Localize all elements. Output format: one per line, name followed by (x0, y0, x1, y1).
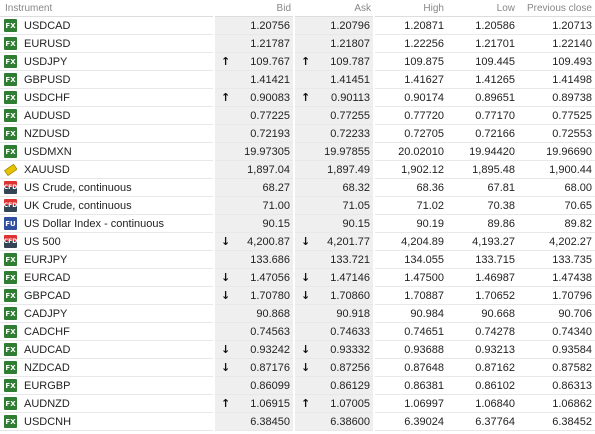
instrument-name: GBPUSD (24, 73, 71, 86)
arrow-down-icon: ↓ (301, 235, 311, 248)
previous-close-cell: 109.493 (518, 53, 595, 71)
previous-close-cell: 4,202.27 (518, 233, 595, 251)
instrument-cell[interactable] (0, 107, 214, 125)
high-cell: 0.74651 (374, 323, 447, 341)
previous-close-cell: 0.86313 (518, 377, 595, 395)
header-instrument[interactable]: Instrument (0, 0, 214, 17)
low-cell: 1,895.48 (447, 161, 518, 179)
previous-close-cell: 6.38452 (518, 413, 595, 431)
arrow-down-icon: ↓ (301, 343, 311, 356)
instrument-cell[interactable] (0, 251, 214, 269)
bid-value: 6.38450 (250, 415, 290, 428)
bid-value: 0.72193 (250, 127, 290, 140)
instrument-name: USDJPY (24, 55, 68, 68)
previous-close-cell: 0.74340 (518, 323, 595, 341)
table-row[interactable] (0, 341, 595, 359)
high-cell: 0.86381 (374, 377, 447, 395)
fx-badge-icon: FX (4, 109, 17, 122)
ask-cell[interactable] (294, 305, 374, 323)
instrument-name: USDCHF (24, 91, 70, 104)
instrument-name: UK Crude, continuous (24, 199, 132, 212)
bid-value: 109.767 (250, 55, 290, 68)
low-cell: 89.86 (447, 215, 518, 233)
high-cell: 1.22256 (374, 35, 447, 53)
previous-close-cell: 1.22140 (518, 35, 595, 53)
bid-value: 1.21787 (250, 37, 290, 50)
arrow-down-icon: ↓ (301, 361, 311, 374)
high-cell: 0.87648 (374, 359, 447, 377)
gold-bar-icon (4, 163, 17, 176)
high-cell: 68.36 (374, 179, 447, 197)
table-row[interactable] (0, 377, 595, 395)
high-cell: 90.19 (374, 215, 447, 233)
bid-value: 1.70780 (250, 289, 290, 302)
low-cell: 109.445 (447, 53, 518, 71)
instrument-name: USDMXN (24, 145, 72, 158)
table-row[interactable] (0, 89, 595, 107)
low-cell: 0.74278 (447, 323, 518, 341)
table-row[interactable] (0, 305, 595, 323)
bid-value: 133.686 (250, 253, 290, 266)
ask-value: 1.20796 (330, 19, 370, 32)
ask-cell[interactable] (294, 17, 374, 35)
table-row[interactable] (0, 35, 595, 53)
bid-value: 19.97305 (244, 145, 290, 158)
bid-cell[interactable] (214, 197, 294, 215)
table-row[interactable] (0, 143, 595, 161)
instrument-name: EURJPY (24, 253, 68, 266)
instrument-name: AUDCAD (24, 343, 71, 356)
instrument-name: US Crude, continuous (24, 181, 132, 194)
instrument-name: US 500 (24, 235, 61, 248)
instrument-name: AUDUSD (24, 109, 71, 122)
ask-cell[interactable] (294, 215, 374, 233)
previous-close-cell: 1.47438 (518, 269, 595, 287)
instrument-name: CADJPY (24, 307, 68, 320)
bid-cell[interactable] (214, 251, 294, 269)
ask-value: 0.72233 (330, 127, 370, 140)
bid-cell[interactable] (214, 341, 294, 359)
table-row[interactable] (0, 125, 595, 143)
instrument-name: NZDUSD (24, 127, 70, 140)
bid-cell[interactable] (214, 53, 294, 71)
previous-close-cell: 90.706 (518, 305, 595, 323)
bid-cell[interactable] (214, 233, 294, 251)
bid-cell[interactable] (214, 161, 294, 179)
bid-cell[interactable] (214, 71, 294, 89)
previous-close-cell: 0.93584 (518, 341, 595, 359)
ask-cell[interactable] (294, 143, 374, 161)
low-cell: 67.81 (447, 179, 518, 197)
ask-value: 0.74633 (330, 325, 370, 338)
ask-value: 0.87256 (330, 361, 370, 374)
fx-badge-icon: FX (4, 127, 17, 140)
ask-value: 0.93332 (330, 343, 370, 356)
fx-badge-icon: FX (4, 91, 17, 104)
arrow-up-icon: ↑ (301, 55, 311, 68)
bid-cell[interactable] (214, 125, 294, 143)
ask-cell[interactable] (294, 413, 374, 431)
high-cell: 134.055 (374, 251, 447, 269)
high-cell: 0.77720 (374, 107, 447, 125)
ask-value: 68.32 (342, 181, 370, 194)
low-cell: 1.70652 (447, 287, 518, 305)
previous-close-cell: 1.70796 (518, 287, 595, 305)
low-cell: 70.38 (447, 197, 518, 215)
bid-value: 0.77225 (250, 109, 290, 122)
arrow-down-icon: ↓ (221, 289, 231, 302)
bid-value: 90.15 (262, 217, 290, 230)
instrument-cell[interactable] (0, 395, 214, 413)
bid-value: 0.87176 (250, 361, 290, 374)
low-cell: 4,193.27 (447, 233, 518, 251)
instrument-name: EURGBP (24, 379, 71, 392)
instrument-cell[interactable] (0, 143, 214, 161)
instrument-cell[interactable] (0, 53, 214, 71)
table-row[interactable] (0, 179, 595, 197)
instrument-cell[interactable] (0, 161, 214, 179)
arrow-down-icon: ↓ (221, 235, 231, 248)
previous-close-cell: 1,900.44 (518, 161, 595, 179)
fx-badge-icon: FX (4, 55, 17, 68)
high-cell: 90.984 (374, 305, 447, 323)
ask-cell[interactable] (294, 89, 374, 107)
table-row[interactable] (0, 53, 595, 71)
ask-value: 0.86129 (330, 379, 370, 392)
ask-cell[interactable] (294, 125, 374, 143)
bid-value: 1,897.04 (247, 163, 290, 176)
bid-value: 0.90083 (250, 91, 290, 104)
instrument-cell[interactable] (0, 17, 214, 35)
high-cell: 71.02 (374, 197, 447, 215)
high-cell: 0.93688 (374, 341, 447, 359)
high-cell: 1.20871 (374, 17, 447, 35)
instrument-cell[interactable] (0, 287, 214, 305)
ask-value: 0.77255 (330, 109, 370, 122)
fx-badge-icon: FX (4, 379, 17, 392)
fx-badge-icon: FX (4, 415, 17, 428)
ask-value: 1.07005 (330, 397, 370, 410)
table-row[interactable] (0, 215, 595, 233)
ask-value: 71.05 (342, 199, 370, 212)
low-cell: 19.94420 (447, 143, 518, 161)
header-previous-close[interactable]: Previous close (518, 0, 595, 17)
table-row[interactable] (0, 251, 595, 269)
ask-cell[interactable] (294, 71, 374, 89)
ask-value: 1,897.49 (327, 163, 370, 176)
ask-cell[interactable] (294, 395, 374, 413)
fx-badge-icon: FX (4, 361, 17, 374)
low-cell: 1.41265 (447, 71, 518, 89)
instrument-name: NZDCAD (24, 361, 70, 374)
bid-cell[interactable] (214, 305, 294, 323)
low-cell: 1.06840 (447, 395, 518, 413)
instrument-cell[interactable] (0, 179, 214, 197)
previous-close-cell: 89.82 (518, 215, 595, 233)
bid-cell[interactable] (214, 179, 294, 197)
low-cell: 1.20586 (447, 17, 518, 35)
bid-cell[interactable] (214, 377, 294, 395)
ask-cell[interactable] (294, 53, 374, 71)
bid-cell[interactable] (214, 269, 294, 287)
low-cell: 0.72166 (447, 125, 518, 143)
arrow-down-icon: ↓ (221, 361, 231, 374)
ask-cell[interactable] (294, 341, 374, 359)
fu-badge-icon: FU (4, 217, 17, 230)
table-row[interactable] (0, 359, 595, 377)
ask-value: 133.721 (330, 253, 370, 266)
previous-close-cell: 0.89738 (518, 89, 595, 107)
instrument-name: US Dollar Index - continuous (24, 217, 165, 230)
high-cell: 6.39024 (374, 413, 447, 431)
bid-cell[interactable] (214, 89, 294, 107)
header-high[interactable]: High (374, 0, 447, 17)
ask-value: 90.918 (336, 307, 370, 320)
bid-cell[interactable] (214, 413, 294, 431)
previous-close-cell: 1.41498 (518, 71, 595, 89)
ask-value: 1.70860 (330, 289, 370, 302)
fx-badge-icon: FX (4, 397, 17, 410)
bid-cell[interactable] (214, 395, 294, 413)
bid-value: 68.27 (262, 181, 290, 194)
previous-close-cell: 1.20713 (518, 17, 595, 35)
ask-cell[interactable] (294, 161, 374, 179)
bid-value: 1.47056 (250, 271, 290, 284)
bid-value: 0.86099 (250, 379, 290, 392)
ask-cell[interactable] (294, 287, 374, 305)
instrument-cell[interactable] (0, 377, 214, 395)
table-row[interactable] (0, 71, 595, 89)
fx-badge-icon: FX (4, 73, 17, 86)
bid-value: 1.20756 (250, 19, 290, 32)
previous-close-cell: 0.72553 (518, 125, 595, 143)
low-cell: 1.46987 (447, 269, 518, 287)
low-cell: 0.86102 (447, 377, 518, 395)
table-row[interactable] (0, 197, 595, 215)
instrument-cell[interactable] (0, 71, 214, 89)
instrument-name: USDCNH (24, 415, 72, 428)
bid-value: 1.41421 (250, 73, 290, 86)
fx-badge-icon: FX (4, 19, 17, 32)
bid-value: 90.868 (256, 307, 290, 320)
fx-badge-icon: FX (4, 271, 17, 284)
fx-badge-icon: FX (4, 253, 17, 266)
bid-cell[interactable] (214, 35, 294, 53)
fx-badge-icon: FX (4, 325, 17, 338)
arrow-up-icon: ↑ (221, 55, 231, 68)
table-row[interactable] (0, 395, 595, 413)
ask-value: 90.15 (342, 217, 370, 230)
ask-value: 6.38600 (330, 415, 370, 428)
arrow-up-icon: ↑ (221, 397, 231, 410)
table-row[interactable] (0, 269, 595, 287)
arrow-down-icon: ↓ (301, 271, 311, 284)
table-row[interactable] (0, 233, 595, 251)
high-cell: 1.70887 (374, 287, 447, 305)
ask-cell[interactable] (294, 359, 374, 377)
header-row (0, 0, 595, 17)
bid-cell[interactable] (214, 359, 294, 377)
high-cell: 0.72705 (374, 125, 447, 143)
instrument-cell[interactable] (0, 305, 214, 323)
instrument-cell[interactable] (0, 197, 214, 215)
cfd-badge-icon: CFD (4, 199, 17, 212)
instrument-cell[interactable] (0, 125, 214, 143)
previous-close-cell: 0.77525 (518, 107, 595, 125)
low-cell: 0.87162 (447, 359, 518, 377)
bid-cell[interactable] (214, 143, 294, 161)
header-ask[interactable]: Ask (294, 0, 374, 17)
table-row[interactable] (0, 107, 595, 125)
bid-value: 0.93242 (250, 343, 290, 356)
fx-badge-icon: FX (4, 289, 17, 302)
previous-close-cell: 68.00 (518, 179, 595, 197)
arrow-up-icon: ↑ (221, 91, 231, 104)
ask-cell[interactable] (294, 179, 374, 197)
ask-cell[interactable] (294, 197, 374, 215)
previous-close-cell: 1.06862 (518, 395, 595, 413)
instrument-name: AUDNZD (24, 397, 70, 410)
bid-cell[interactable] (214, 215, 294, 233)
bid-cell[interactable] (214, 323, 294, 341)
ask-cell[interactable] (294, 107, 374, 125)
instrument-cell[interactable] (0, 35, 214, 53)
ask-cell[interactable] (294, 233, 374, 251)
fx-badge-icon: FX (4, 307, 17, 320)
low-cell: 0.89651 (447, 89, 518, 107)
high-cell: 1.47500 (374, 269, 447, 287)
instrument-name: EURCAD (24, 271, 71, 284)
ask-value: 1.21807 (330, 37, 370, 50)
table-row[interactable] (0, 161, 595, 179)
instrument-cell[interactable] (0, 341, 214, 359)
bid-cell[interactable] (214, 17, 294, 35)
ask-value: 0.90113 (331, 91, 370, 104)
low-cell: 1.21701 (447, 35, 518, 53)
table-row[interactable] (0, 287, 595, 305)
high-cell: 4,204.89 (374, 233, 447, 251)
instrument-cell[interactable] (0, 359, 214, 377)
ask-value: 19.97855 (324, 145, 370, 158)
bid-value: 71.00 (262, 199, 290, 212)
instrument-name: GBPCAD (24, 289, 71, 302)
low-cell: 0.77170 (447, 107, 518, 125)
low-cell: 90.668 (447, 305, 518, 323)
arrow-up-icon: ↑ (301, 91, 311, 104)
bid-value: 1.06915 (250, 397, 290, 410)
table-row[interactable] (0, 17, 595, 35)
header-low[interactable]: Low (447, 0, 518, 17)
bid-cell[interactable] (214, 107, 294, 125)
cfd-badge-icon: CFD (4, 181, 17, 194)
instrument-cell[interactable] (0, 269, 214, 287)
ask-value: 1.41451 (330, 73, 370, 86)
instrument-name: XAUUSD (24, 163, 70, 176)
fx-badge-icon: FX (4, 37, 17, 50)
instrument-cell[interactable] (0, 233, 214, 251)
instrument-name: EURUSD (24, 37, 71, 50)
previous-close-cell: 70.65 (518, 197, 595, 215)
bid-cell[interactable] (214, 287, 294, 305)
high-cell: 0.90174 (374, 89, 447, 107)
fx-badge-icon: FX (4, 343, 17, 356)
previous-close-cell: 133.735 (518, 251, 595, 269)
ask-cell[interactable] (294, 251, 374, 269)
low-cell: 0.93213 (447, 341, 518, 359)
cfd-badge-icon: CFD (4, 235, 17, 248)
high-cell: 1.06997 (374, 395, 447, 413)
arrow-up-icon: ↑ (301, 397, 311, 410)
header-bid[interactable]: Bid (214, 0, 294, 17)
previous-close-cell: 19.96690 (518, 143, 595, 161)
ask-cell[interactable] (294, 323, 374, 341)
table-row[interactable] (0, 413, 595, 431)
fx-badge-icon: FX (4, 145, 17, 158)
low-cell: 6.37764 (447, 413, 518, 431)
instrument-cell[interactable] (0, 215, 214, 233)
high-cell: 109.875 (374, 53, 447, 71)
ask-value: 1.47146 (330, 271, 370, 284)
ask-cell[interactable] (294, 377, 374, 395)
high-cell: 1.41627 (374, 71, 447, 89)
instrument-name: USDCAD (24, 19, 71, 32)
bid-value: 4,200.87 (247, 235, 290, 248)
previous-close-cell: 0.87582 (518, 359, 595, 377)
bid-value: 0.74563 (250, 325, 290, 338)
table-row[interactable] (0, 323, 595, 341)
arrow-down-icon: ↓ (221, 343, 231, 356)
instrument-cell[interactable] (0, 323, 214, 341)
ask-cell[interactable] (294, 269, 374, 287)
arrow-down-icon: ↓ (221, 271, 231, 284)
low-cell: 133.715 (447, 251, 518, 269)
ask-value: 4,201.77 (327, 235, 370, 248)
instrument-name: CADCHF (24, 325, 70, 338)
high-cell: 1,902.12 (374, 161, 447, 179)
high-cell: 20.02010 (374, 143, 447, 161)
arrow-down-icon: ↓ (301, 289, 311, 302)
instrument-cell[interactable] (0, 413, 214, 431)
ask-cell[interactable] (294, 35, 374, 53)
instrument-cell[interactable] (0, 89, 214, 107)
ask-value: 109.787 (330, 55, 370, 68)
